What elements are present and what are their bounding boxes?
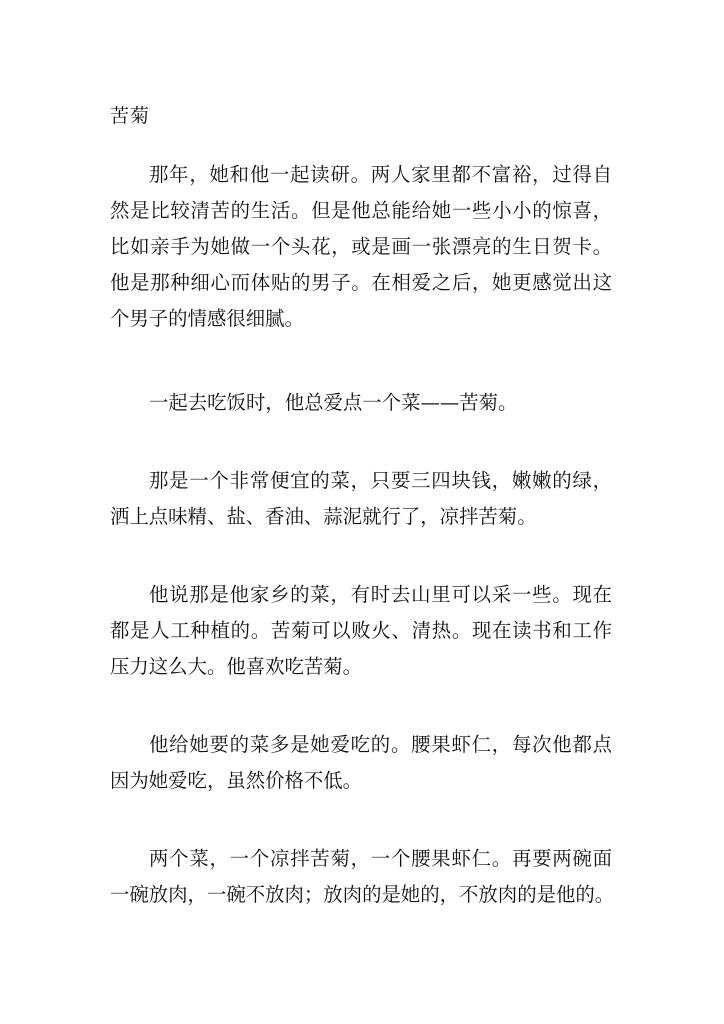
paragraph-line: 因为她爱吃，虽然价格不低。 xyxy=(110,769,363,792)
paragraph-line: 他给她要的菜多是她爱吃的。腰果虾仁，每次他都点 xyxy=(149,733,612,756)
paragraph-line: 比如亲手为她做一个头花，或是画一张漂亮的生日贺卡。 xyxy=(110,235,612,258)
paragraph-line: 两个菜，一个凉拌苦菊，一个腰果虾仁。再要两碗面 xyxy=(149,847,612,870)
paragraph-line: 那是一个非常便宜的菜，只要三四块钱，嫩嫩的绿， xyxy=(149,469,612,492)
paragraph-line: 一碗放肉，一碗不放肉；放肉的是她的，不放肉的是他的。 xyxy=(110,883,615,906)
paragraph-line: 那年，她和他一起读研。两人家里都不富裕，过得自 xyxy=(149,163,612,186)
paragraph-line: 压力这么大。他喜欢吃苦菊。 xyxy=(110,655,363,678)
paragraph xyxy=(110,157,612,337)
paragraph xyxy=(110,385,517,421)
paragraph-line: 一起去吃饭时，他总爱点一个菜——苦菊。 xyxy=(149,391,518,414)
document-title: 苦菊 xyxy=(110,105,151,127)
paragraph-line: 他说那是他家乡的菜，有时去山里可以采一些。现在 xyxy=(149,583,612,606)
paragraph xyxy=(110,577,612,685)
paragraph-line: 洒上点味精、盐、香油、蒜泥就行了，凉拌苦菊。 xyxy=(110,505,537,528)
paragraph xyxy=(110,841,614,913)
paragraph xyxy=(110,727,612,799)
paragraph-line: 都是人工种植的。苦菊可以败火、清热。现在读书和工作 xyxy=(110,619,612,642)
paragraph-line: 他是那种细心而体贴的男子。在相爱之后，她更感觉出这 xyxy=(110,271,612,294)
paragraph xyxy=(110,463,612,535)
paragraph-line: 然是比较清苦的生活。但是他总能给她一些小小的惊喜， xyxy=(110,199,612,222)
paragraph-line: 个男子的情感很细腻。 xyxy=(110,307,304,330)
